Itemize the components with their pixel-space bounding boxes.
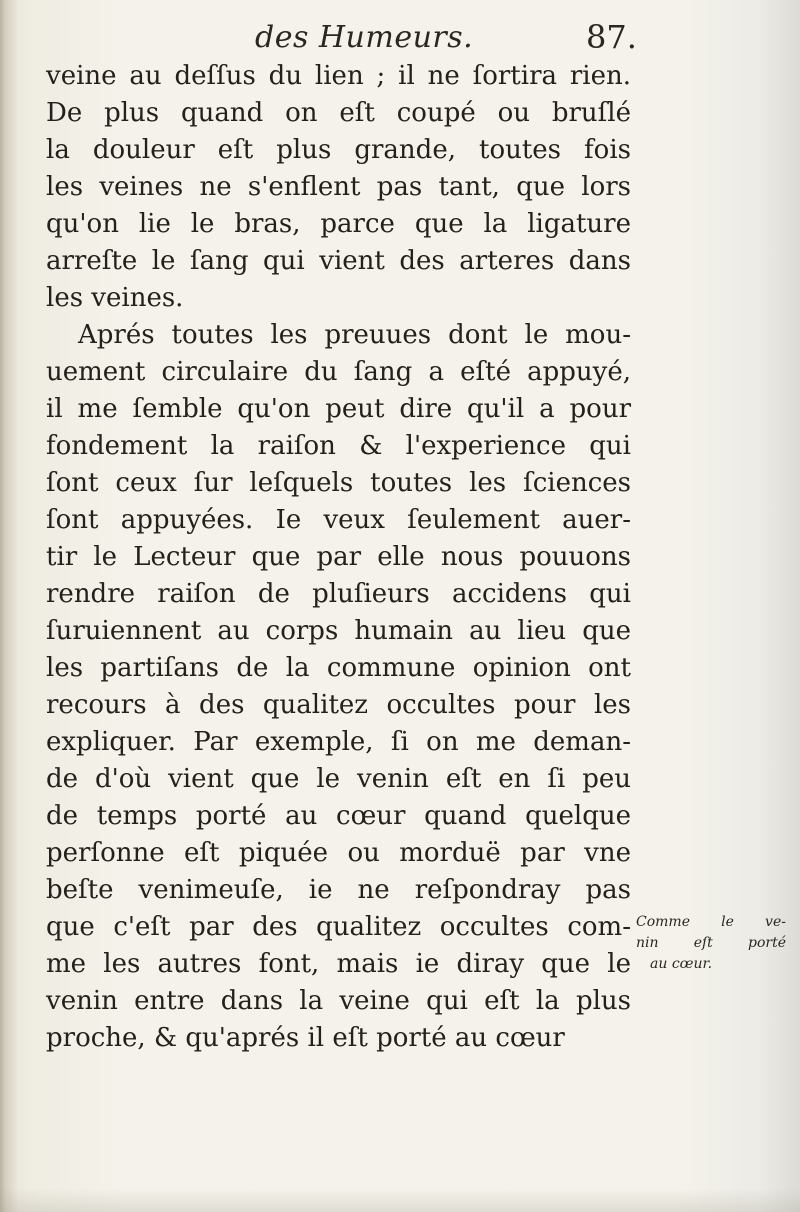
text-line: fondement la raiſon & l'experience qui [46, 431, 631, 461]
text-line: beſte venimeuſe, ie ne reſpondray pas [46, 875, 631, 905]
running-head: des Humeurs. [255, 20, 474, 55]
margin-note-line: Comme le ve- [636, 914, 786, 930]
text-line: recours à des qualitez occultes pour les [46, 690, 631, 720]
text-line: les partiſans de la commune opinion ont [46, 653, 631, 683]
margin-note [636, 912, 786, 975]
text-line: veine au deſſus du lien ; il ne ſortira rien. [46, 61, 631, 91]
text-line: les veines ne s'enflent pas tant, que lors [46, 172, 631, 202]
paragraph-start-line: Aprés toutes les preuues dont le mou- [78, 320, 631, 350]
text-line: proche, & qu'aprés il eſt porté au cœur [46, 1023, 565, 1053]
text-line: de d'où vient que le venin eſt en ſi peu [46, 764, 631, 794]
text-line: la douleur eſt plus grande, toutes fois [46, 135, 631, 165]
text-line: uement circulaire du ſang a eſté appuyé, [46, 357, 631, 387]
text-line: que c'eſt par des qualitez occultes com- [46, 912, 631, 942]
page-bottom-shading [0, 1188, 800, 1212]
margin-note-line: nin eſt porté [636, 935, 786, 951]
text-line: perſonne eſt piquée ou morduë par vne [46, 838, 631, 868]
text-line: ſuruiennent au corps humain au lieu que [46, 616, 631, 646]
text-line: me les autres font, mais ie diray que le [46, 949, 631, 979]
page-number: 87. [586, 18, 637, 56]
text-line: venin entre dans la veine qui eſt la plus [46, 986, 631, 1016]
text-line: expliquer. Par exemple, ſi on me deman- [46, 727, 631, 757]
text-line: qu'on lie le bras, parce que la ligature [46, 209, 631, 239]
text-line: De plus quand on eſt coupé ou bruſlé [46, 98, 631, 128]
text-line: tir le Lecteur que par elle nous pouuons [46, 542, 631, 572]
text-line: arreſte le ſang qui vient des arteres dans [46, 246, 631, 276]
text-line: de temps porté au cœur quand quelque [46, 801, 631, 831]
text-line: il me ſemble qu'on peut dire qu'il a pour [46, 394, 631, 424]
text-line: les veines. [46, 283, 184, 313]
text-line: ſont ceux ſur leſquels toutes les ſciences [46, 468, 631, 498]
margin-note-line: au cœur. [650, 956, 713, 972]
text-line: rendre raiſon de pluſieurs accidens qui [46, 579, 631, 609]
text-line: ſont appuyées. Ie veux ſeulement auer- [46, 505, 631, 535]
body-text [46, 58, 631, 1057]
page-gutter-shadow [0, 0, 18, 1212]
